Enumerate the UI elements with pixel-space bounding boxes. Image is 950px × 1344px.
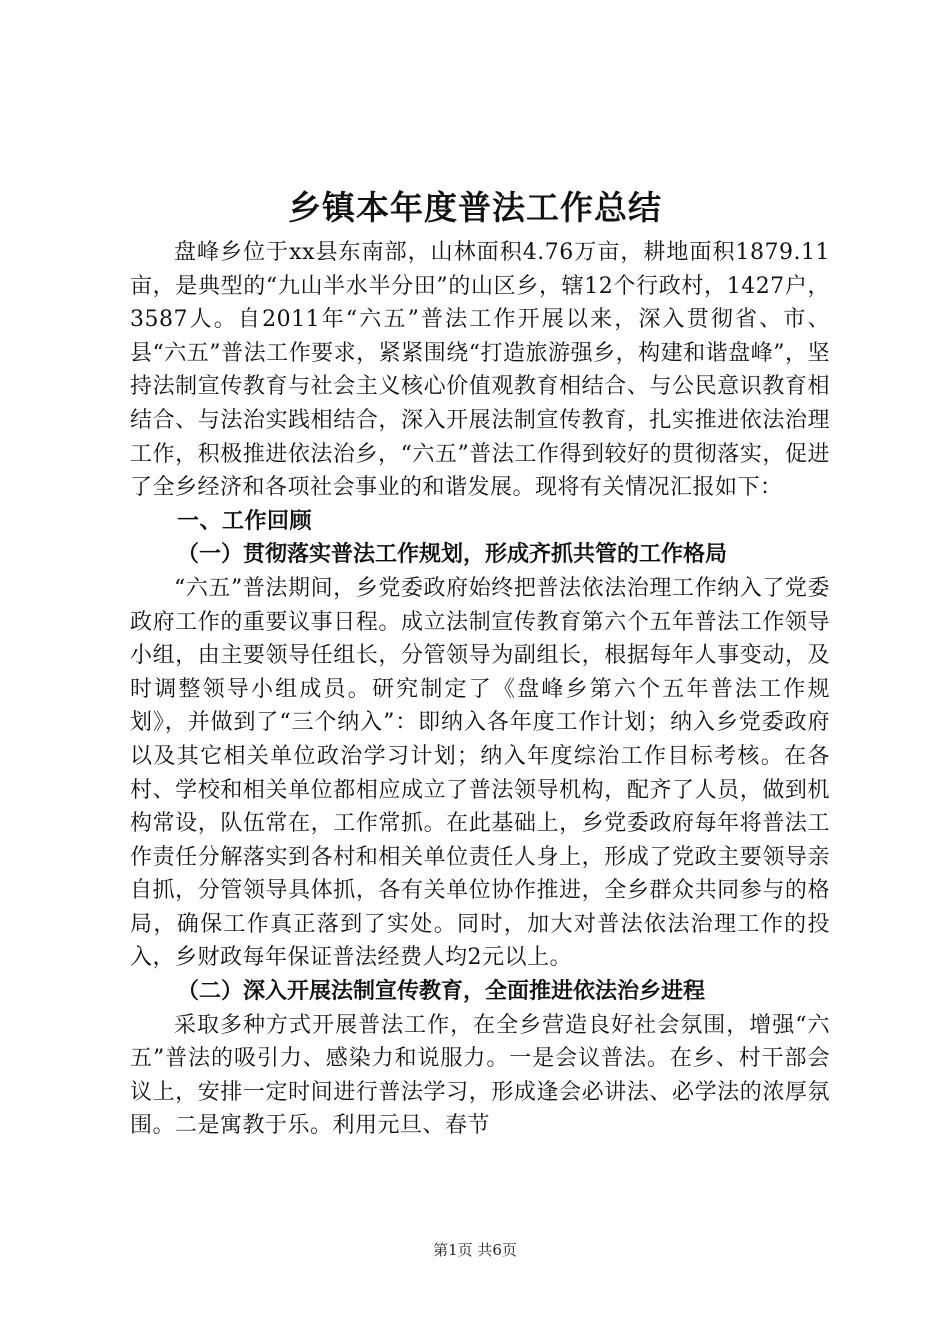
page-footer: 第1页 共6页 bbox=[433, 1241, 517, 1259]
paragraph-section-1: “六五”普法期间，乡党委政府始终把普法依法治理工作纳入了党委政府工作的重要议事日程。成立法制宣传教育第六个五年普法工作领导小组，由主要领导任组长，分管领导为副组长，根据每年人事变动，及时调整领导小组成员。研究制定了《盘峰乡第六个五年普法工作规划》，并做到了“三个纳入”：即纳入各年度工作计划；纳入乡党委政府以及其它相关单位政治学习计划；纳入年度综治工作目标考核。在各村、学校和相关单位都相应成立了普法领导机构，配齐了人员，做到机构常设，队伍常在，工作常抓。在此基础上，乡党委政府每年将普法工作责任分解落实到各村和相关单位责任人身上，形成了党政主要领导亲自抓，分管领导具体抓，各有关单位协作推进，全乡群众共同参与的格局，确保工作真正落到了实处。同时，加大对普法依法治理工作的投入，乡财政每年保证普法经费人均2元以上。 bbox=[130, 575, 830, 971]
paragraph-intro: 盘峰乡位于xx县东南部，山林面积4.76万亩，耕地面积1879.11亩，是典型的“九山半水半分田”的山区乡，辖12个行政村，1427户，3587人。自2011年“六五”普法工作开展以来，深入贯彻省、市、县“六五”普法工作要求，紧紧围绕“打造旅游强乡，构建和谐盘峰”，坚持法制宣传教育与社会主义核心价值观教育相结合、与公民意识教育相结合、与法治实践相结合，深入开展法制宣传教育，扎实推进依法治理工作，积极推进依法治乡，“六五”普法工作得到较好的贯彻落实，促进了全乡经济和各项社会事业的和谐发展。现将有关情况汇报如下： bbox=[130, 240, 830, 501]
heading-work-review: 一、工作回顾 bbox=[177, 508, 313, 534]
document-body bbox=[130, 236, 830, 1143]
heading-section-2: （二）深入开展法制宣传教育，全面推进依法治乡进程 bbox=[177, 979, 706, 1005]
heading-section-1: （一）贯彻落实普法工作规划，形成齐抓共管的工作格局 bbox=[177, 542, 728, 568]
document-title: 乡镇本年度普法工作总结 bbox=[288, 188, 662, 227]
paragraph-section-2: 采取多种方式开展普法工作，在全乡营造良好社会氛围，增强“六五”普法的吸引力、感染力和说服力。一是会议普法。在乡、村干部会议上，安排一定时间进行普法学习，形成逢会必讲法、必学法的浓厚氛围。二是寓教于乐。利用元旦、春节 bbox=[130, 1012, 830, 1139]
